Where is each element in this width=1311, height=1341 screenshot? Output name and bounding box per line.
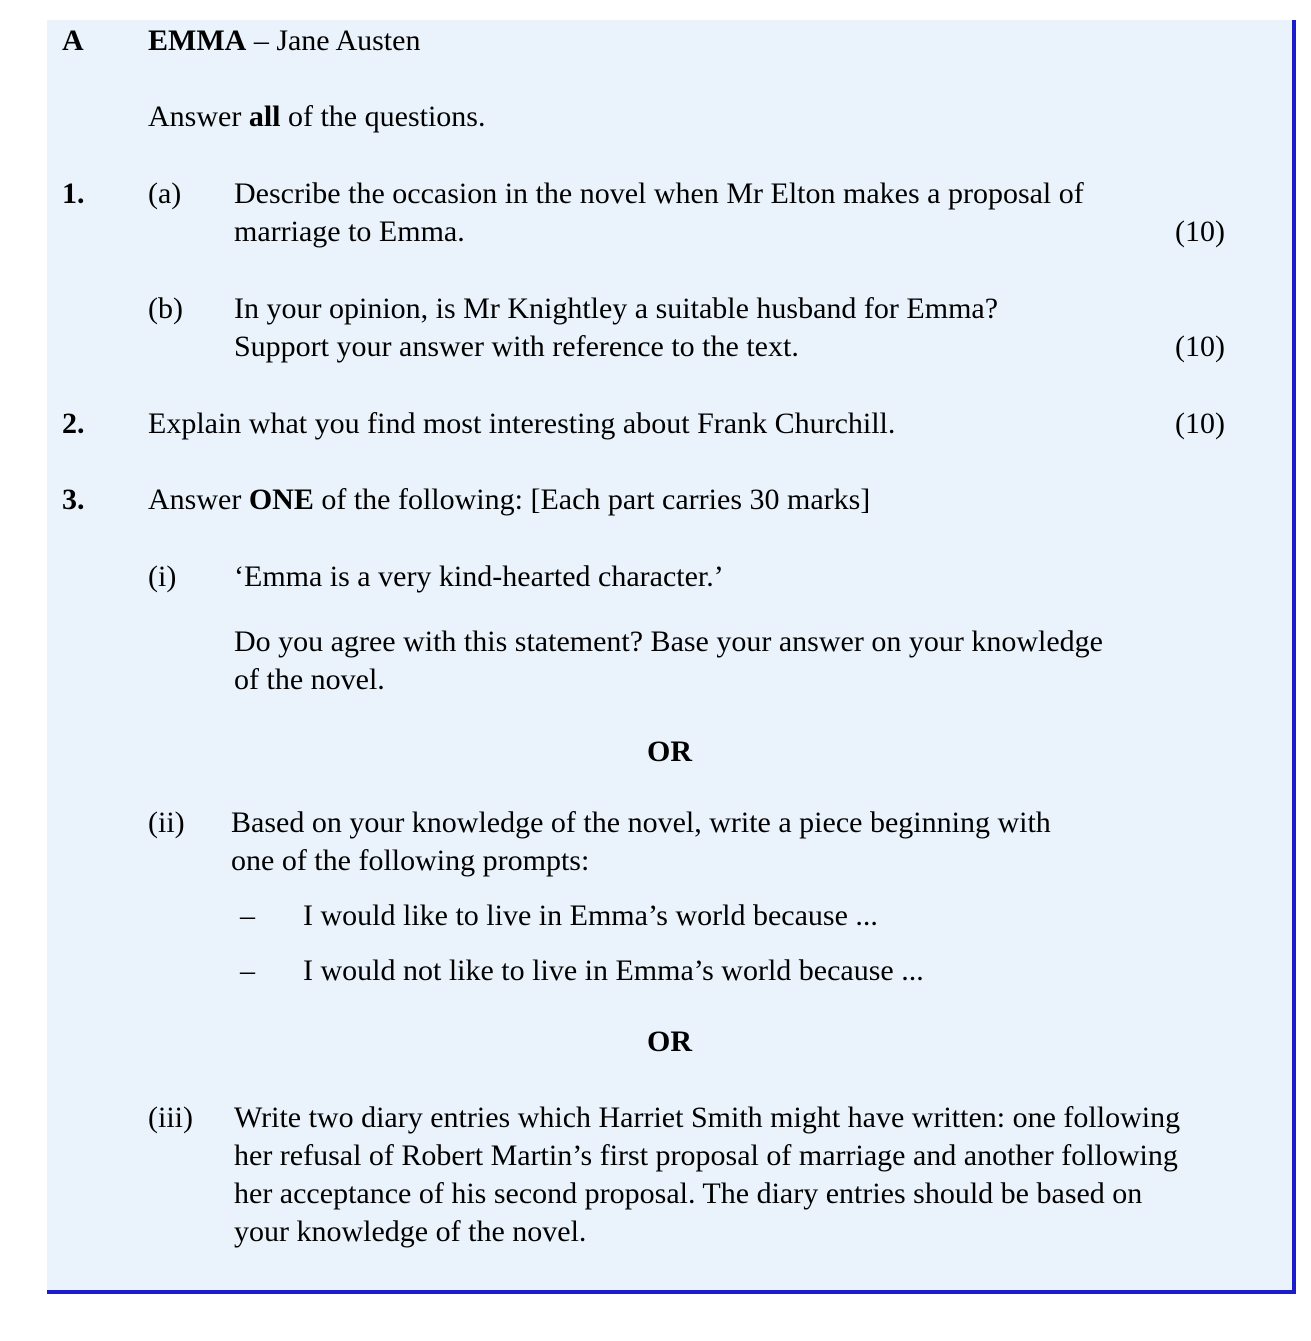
q1b-label: (b) xyxy=(148,292,183,325)
q3-intro-bold: ONE xyxy=(248,483,314,516)
q2-number: 2. xyxy=(62,407,85,440)
instruction-after: of the questions. xyxy=(280,100,486,133)
prompt-1-text: I would like to live in Emma’s world because ... xyxy=(303,899,878,932)
section-title xyxy=(148,22,420,60)
or-separator-2: OR xyxy=(647,1025,692,1058)
section-letter: A xyxy=(62,24,84,57)
q3iii-label: (iii) xyxy=(148,1101,193,1134)
prompt-2-text: I would not like to live in Emma’s world because ... xyxy=(303,954,924,987)
q1a-label: (a) xyxy=(148,177,182,210)
q3ii-line2: one of the following prompts: xyxy=(231,844,590,877)
q1b-line1: In your opinion, is Mr Knightley a suitable husband for Emma? xyxy=(234,292,999,325)
prompt-2-dash: – xyxy=(240,954,255,987)
title-rest: – Jane Austen xyxy=(246,24,421,57)
q3-intro-before: Answer xyxy=(148,483,249,516)
q3i-line1: Do you agree with this statement? Base your answer on your knowledge xyxy=(234,625,1103,658)
q1a-line1: Describe the occasion in the novel when Mr Elton makes a proposal of xyxy=(234,177,1084,210)
q1b-line2: Support your answer with reference to the text. xyxy=(234,330,799,363)
q1a-marks: (10) xyxy=(1175,215,1225,248)
instruction xyxy=(148,98,485,136)
q3ii-label: (ii) xyxy=(148,806,185,839)
q3iii-line4: your knowledge of the novel. xyxy=(234,1215,587,1248)
q1-number: 1. xyxy=(62,177,85,210)
q3i-label: (i) xyxy=(148,560,177,593)
q3-intro xyxy=(148,481,870,519)
q3ii-line1: Based on your knowledge of the novel, write a piece beginning with xyxy=(231,806,1051,839)
q1a-line2: marriage to Emma. xyxy=(234,215,465,248)
or-separator-1: OR xyxy=(647,735,692,768)
q3iii-line1: Write two diary entries which Harriet Smith might have written: one following xyxy=(234,1101,1181,1134)
q3iii-line3: her acceptance of his second proposal. The diary entries should be based on xyxy=(234,1177,1143,1210)
q3i-quote: ‘Emma is a very kind-hearted character.’ xyxy=(234,560,724,593)
q3i-line2: of the novel. xyxy=(234,663,385,696)
instruction-bold: all xyxy=(248,100,281,133)
q1b-marks: (10) xyxy=(1175,330,1225,363)
instruction-before: Answer xyxy=(148,100,249,133)
q3iii-line2: her refusal of Robert Martin’s first proposal of marriage and another following xyxy=(234,1139,1178,1172)
q2-text: Explain what you find most interesting about Frank Churchill. xyxy=(148,407,896,440)
title-bold: EMMA xyxy=(148,24,247,57)
prompt-1-dash: – xyxy=(240,899,255,932)
q3-number: 3. xyxy=(62,483,85,516)
q2-marks: (10) xyxy=(1175,407,1225,440)
q3-intro-after: of the following: [Each part carries 30 marks] xyxy=(313,483,871,516)
